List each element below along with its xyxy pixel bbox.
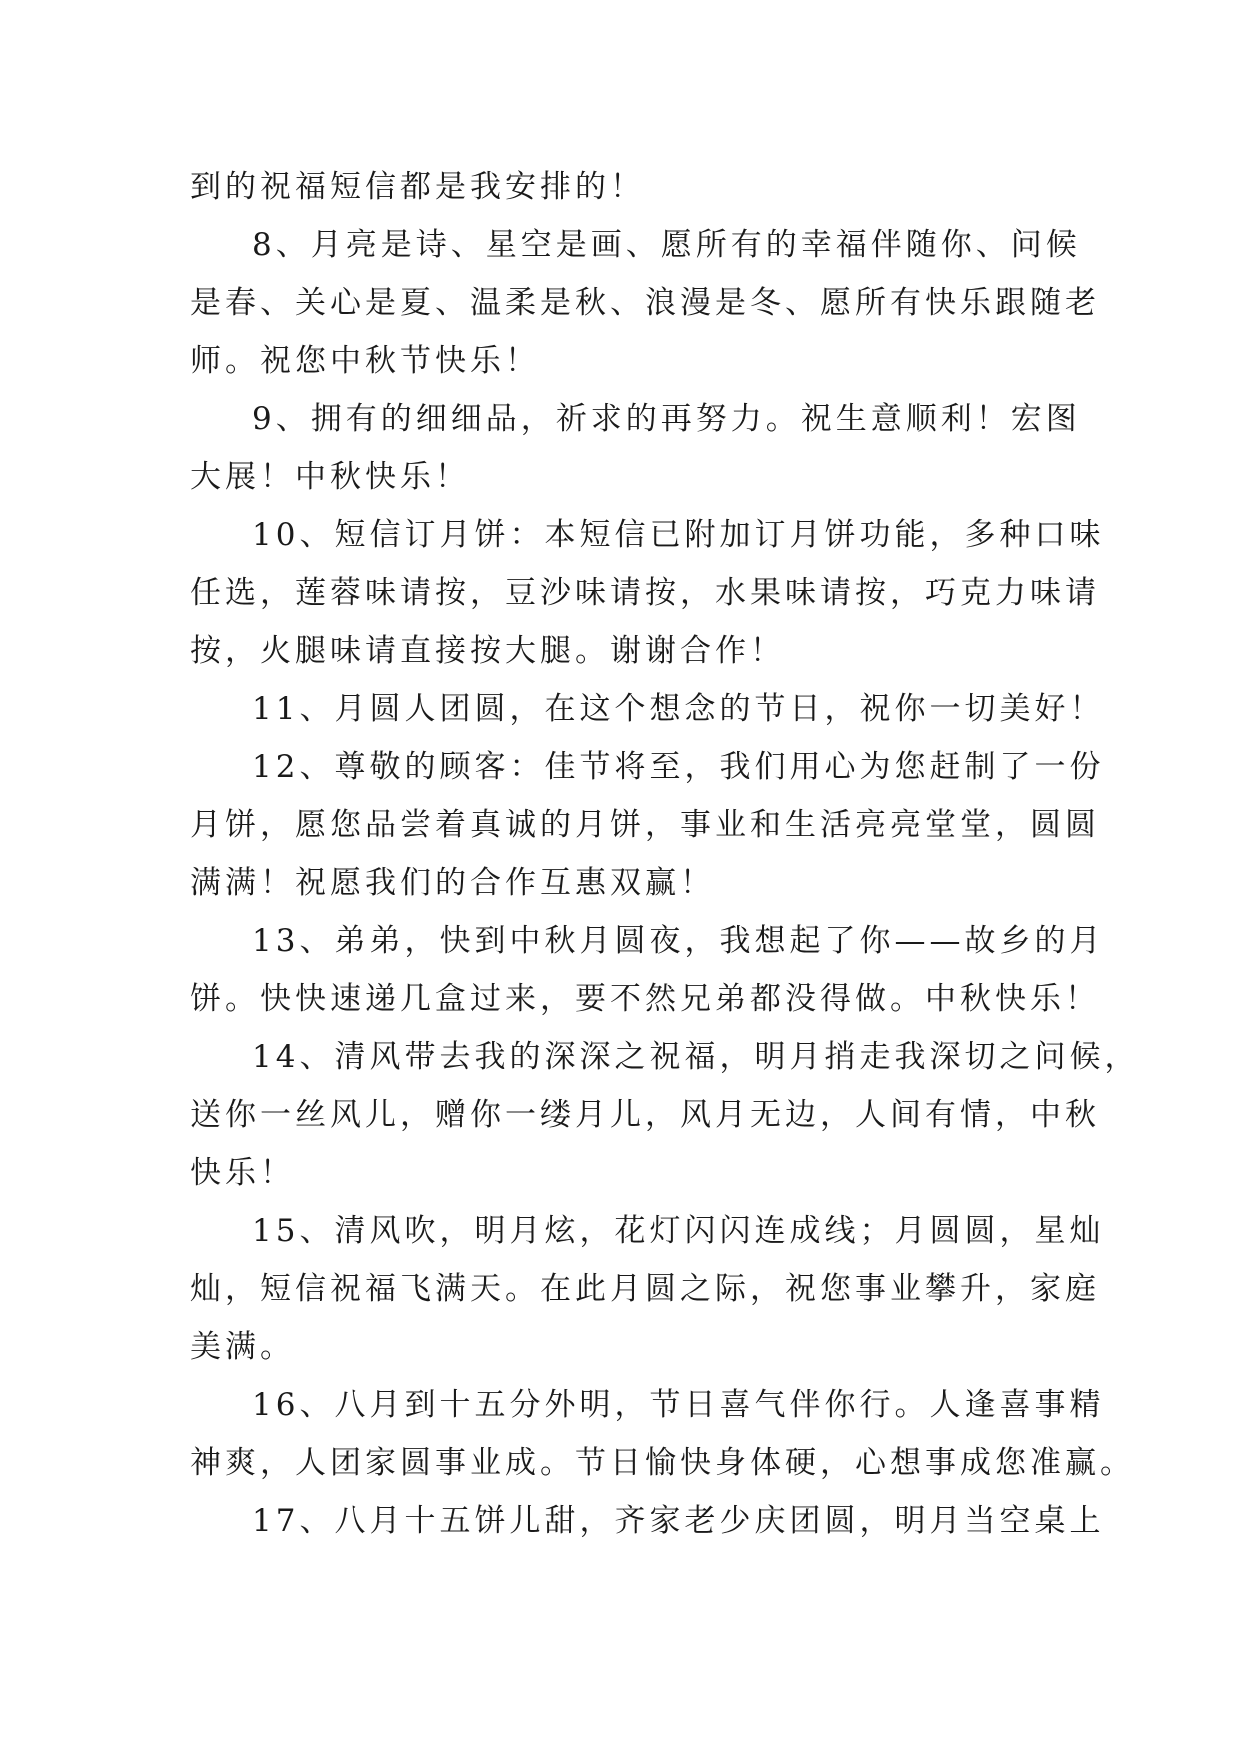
text-line: 满满！祝愿我们的合作互惠双赢！ bbox=[190, 865, 715, 901]
paragraph bbox=[190, 158, 1050, 216]
paragraph bbox=[190, 1492, 1105, 1550]
paragraph bbox=[190, 1202, 1105, 1376]
text-line: 美满。 bbox=[190, 1329, 295, 1365]
text-line: 饼。快快速递几盒过来，要不然兄弟都没得做。中秋快乐！ bbox=[190, 981, 1100, 1017]
paragraph bbox=[190, 912, 1105, 1028]
paragraph bbox=[190, 1376, 1135, 1492]
paragraph bbox=[190, 390, 1081, 506]
text-line: 师。祝您中秋节快乐！ bbox=[190, 343, 540, 379]
text-line: 14、清风带去我的深深之祝福，明月捎走我深切之问候， bbox=[252, 1039, 1140, 1075]
text-line: 到的祝福短信都是我安排的！ bbox=[190, 169, 645, 205]
document-body bbox=[190, 158, 1140, 1550]
paragraph bbox=[190, 506, 1105, 680]
text-line: 灿，短信祝福飞满天。在此月圆之际，祝您事业攀升，家庭 bbox=[190, 1271, 1100, 1307]
paragraph bbox=[190, 1028, 1140, 1202]
text-line: 16、八月到十五分外明，节日喜气伴你行。人逢喜事精 bbox=[252, 1387, 1105, 1423]
text-line: 任选，莲蓉味请按，豆沙味请按，水果味请按，巧克力味请 bbox=[190, 575, 1100, 611]
text-line: 神爽，人团家圆事业成。节日愉快身体硬，心想事成您准赢。 bbox=[190, 1445, 1135, 1481]
text-line: 大展！中秋快乐！ bbox=[190, 459, 470, 495]
text-line: 17、八月十五饼儿甜，齐家老少庆团圆，明月当空桌上 bbox=[252, 1503, 1105, 1539]
text-line: 按，火腿味请直接按大腿。谢谢合作！ bbox=[190, 633, 785, 669]
text-line: 送你一丝风儿，赠你一缕月儿，风月无边，人间有情，中秋 bbox=[190, 1097, 1100, 1133]
paragraph bbox=[190, 216, 1100, 390]
text-line: 8、月亮是诗、星空是画、愿所有的幸福伴随你、问候 bbox=[252, 227, 1081, 263]
text-line: 月饼，愿您品尝着真诚的月饼，事业和生活亮亮堂堂，圆圆 bbox=[190, 807, 1100, 843]
paragraph bbox=[190, 680, 1105, 738]
text-line: 10、短信订月饼：本短信已附加订月饼功能，多种口味 bbox=[252, 517, 1105, 553]
text-line: 12、尊敬的顾客：佳节将至，我们用心为您赶制了一份 bbox=[252, 749, 1105, 785]
text-line: 是春、关心是夏、温柔是秋、浪漫是冬、愿所有快乐跟随老 bbox=[190, 285, 1100, 321]
paragraph bbox=[190, 738, 1105, 912]
text-line: 快乐！ bbox=[190, 1155, 295, 1191]
text-line: 13、弟弟，快到中秋月圆夜，我想起了你——故乡的月 bbox=[252, 923, 1105, 959]
text-line: 11、月圆人团圆，在这个想念的节日，祝你一切美好！ bbox=[252, 691, 1105, 727]
text-line: 15、清风吹，明月炫，花灯闪闪连成线；月圆圆，星灿 bbox=[252, 1213, 1105, 1249]
text-line: 9、拥有的细细品，祈求的再努力。祝生意顺利！宏图 bbox=[252, 401, 1081, 437]
